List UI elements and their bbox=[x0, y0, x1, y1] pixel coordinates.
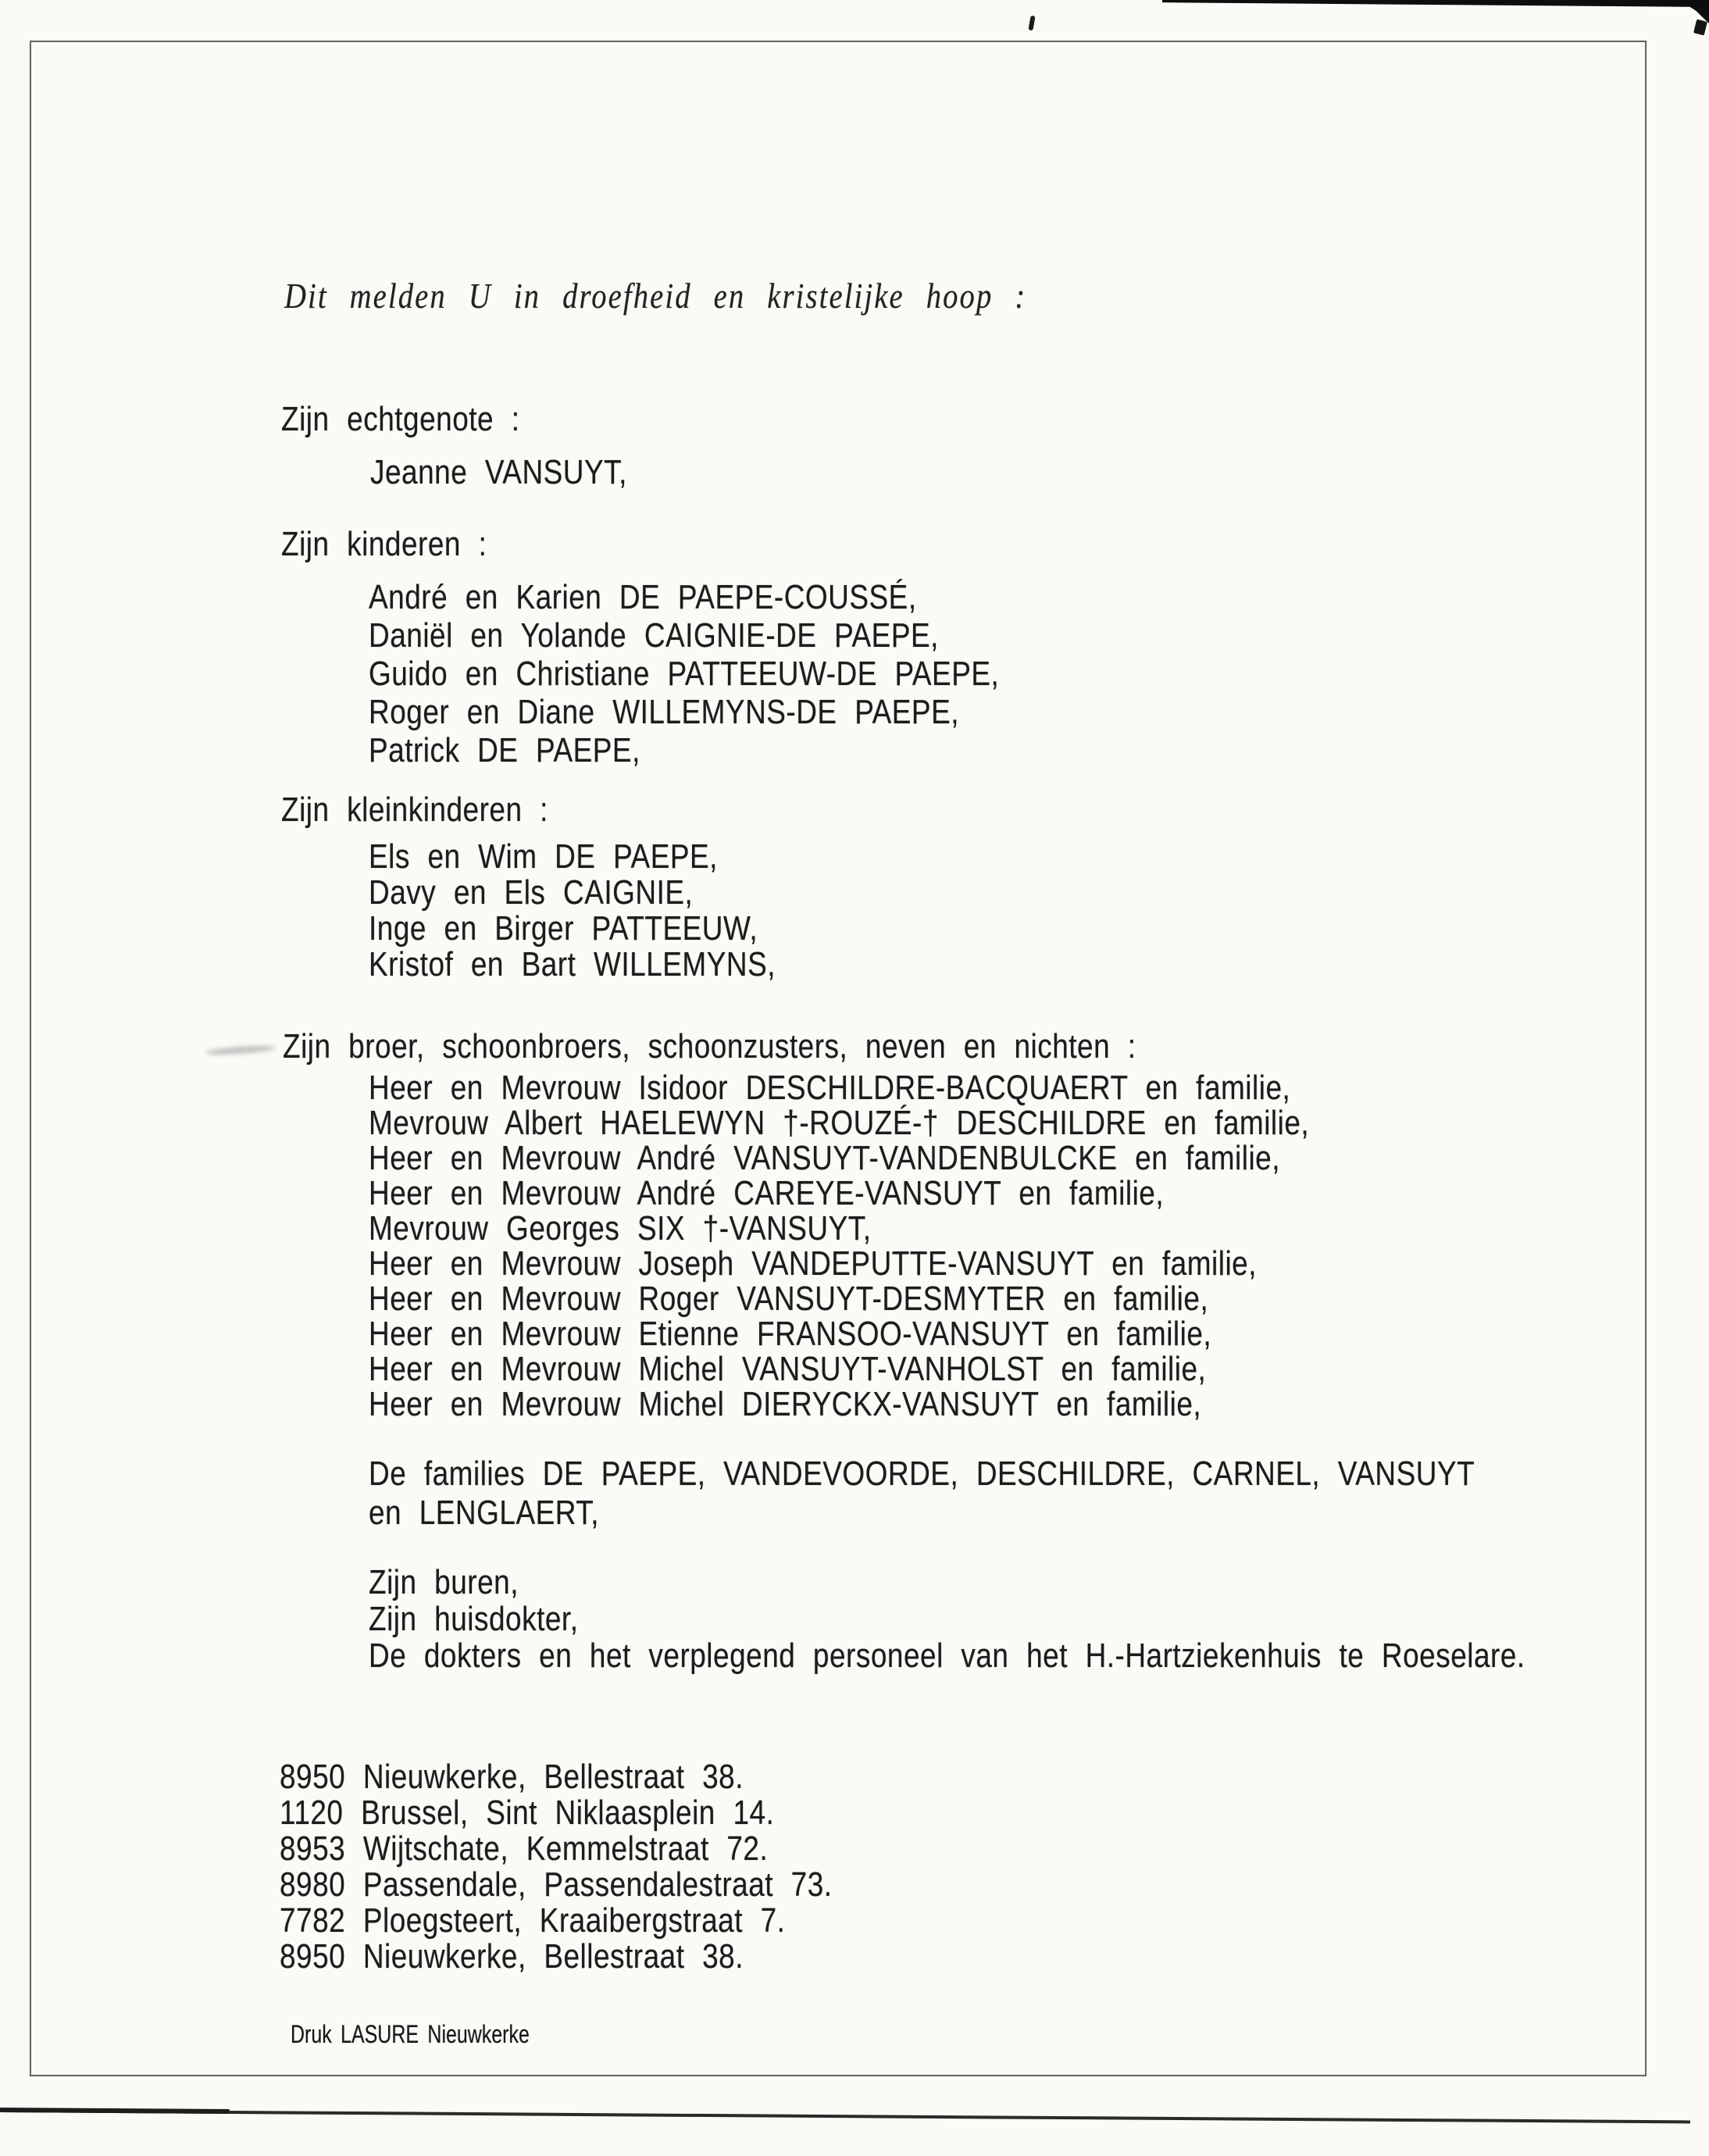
families-line: en LENGLAERT, bbox=[369, 1494, 600, 1532]
family-member-line: Guido en Christiane PATTEEUW-DE PAEPE, bbox=[369, 655, 1000, 693]
family-member-line: Heer en Mevrouw Etienne FRANSOO-VANSUYT en familie, bbox=[369, 1315, 1212, 1353]
address-line: 1120 Brussel, Sint Niklaasplein 14. bbox=[280, 1794, 775, 1832]
grandchildren-list bbox=[369, 839, 776, 983]
intro-line: Dit melden U in droefheid en kristelijke hoop : bbox=[284, 276, 1027, 316]
scan-artifact-tick bbox=[1028, 16, 1035, 31]
scan-artifact-corner-fleck bbox=[1693, 20, 1707, 36]
family-member-line: Daniël en Yolande CAIGNIE-DE PAEPE, bbox=[369, 616, 939, 655]
families-block bbox=[369, 1455, 1475, 1533]
address-line: 8950 Nieuwkerke, Bellestraat 38. bbox=[280, 1937, 744, 1976]
children-list bbox=[369, 578, 999, 769]
family-member-line: Heer en Mevrouw Roger VANSUYT-DESMYTER en familie, bbox=[369, 1280, 1209, 1318]
family-member-line: Heer en Mevrouw André CAREYE-VANSUYT en familie, bbox=[369, 1174, 1165, 1212]
family-member-line: Inge en Birger PATTEEUW, bbox=[369, 909, 758, 948]
families-line: De families DE PAEPE, VANDEVOORDE, DESCHILDRE, CARNEL, VANSUYT bbox=[369, 1455, 1475, 1493]
family-member-line: Els en Wim DE PAEPE, bbox=[369, 837, 718, 876]
addresses-block bbox=[280, 1759, 833, 1975]
relatives-list bbox=[369, 1070, 1309, 1422]
family-member-line: André en Karien DE PAEPE-COUSSÉ, bbox=[369, 578, 917, 616]
section-heading-kinderen: Zijn kinderen : bbox=[281, 525, 487, 563]
family-member-line: Heer en Mevrouw Joseph VANDEPUTTE-VANSUYT en familie, bbox=[369, 1244, 1258, 1283]
scan-artifact-paper-edge-dark bbox=[0, 2108, 230, 2114]
address-line: 7782 Ploegsteert, Kraaibergstraat 7. bbox=[280, 1901, 786, 1940]
spouse-name: Jeanne VANSUYT, bbox=[370, 453, 627, 491]
acknowledgement-line: Zijn huisdokter, bbox=[369, 1600, 579, 1638]
acknowledgements-block bbox=[369, 1564, 1525, 1674]
address-line: 8950 Nieuwkerke, Bellestraat 38. bbox=[280, 1758, 744, 1796]
printer-credit: Druk LASURE Nieuwkerke bbox=[291, 2020, 530, 2048]
acknowledgement-line: De dokters en het verplegend personeel van het H.-Hartziekenhuis te Roeselare. bbox=[369, 1637, 1525, 1675]
family-member-line: Heer en Mevrouw Michel VANSUYT-VANHOLST en familie, bbox=[369, 1350, 1207, 1388]
family-member-line: Roger en Diane WILLEMYNS-DE PAEPE, bbox=[369, 693, 960, 731]
family-member-line: Patrick DE PAEPE, bbox=[369, 731, 640, 769]
section-heading-echtgenote: Zijn echtgenote : bbox=[281, 400, 520, 438]
family-member-line: Mevrouw Albert HAELEWYN †-ROUZÉ-† DESCHILDRE en familie, bbox=[369, 1104, 1310, 1142]
family-member-line: Heer en Mevrouw André VANSUYT-VANDENBULCKE en familie, bbox=[369, 1139, 1280, 1177]
family-member-line: Heer en Mevrouw Michel DIERYCKX-VANSUYT en familie, bbox=[369, 1385, 1202, 1423]
scan-artifact-top-bar bbox=[1162, 0, 1709, 7]
section-heading-kleinkinderen: Zijn kleinkinderen : bbox=[281, 791, 548, 829]
acknowledgement-line: Zijn buren, bbox=[369, 1563, 519, 1601]
address-line: 8980 Passendale, Passendalestraat 73. bbox=[280, 1865, 833, 1904]
family-member-line: Heer en Mevrouw Isidoor DESCHILDRE-BACQUAERT en familie, bbox=[369, 1069, 1291, 1107]
scan-artifact-paper-edge bbox=[0, 2109, 1690, 2123]
family-member-line: Mevrouw Georges SIX †-VANSUYT, bbox=[369, 1209, 872, 1248]
address-line: 8953 Wijtschate, Kemmelstraat 72. bbox=[280, 1829, 769, 1868]
family-member-line: Davy en Els CAIGNIE, bbox=[369, 873, 694, 912]
section-heading-broer: Zijn broer, schoonbroers, schoonzusters, neven en nichten : bbox=[283, 1027, 1136, 1066]
family-member-line: Kristof en Bart WILLEMYNS, bbox=[369, 945, 776, 983]
